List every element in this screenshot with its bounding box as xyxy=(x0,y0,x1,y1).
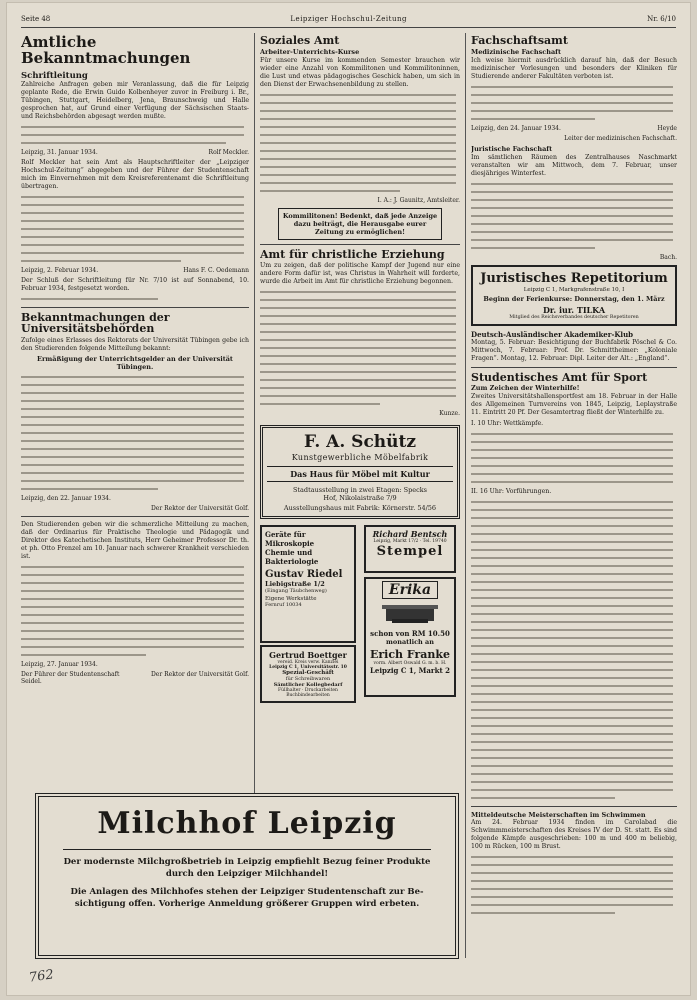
signature: Hans F. C. Oedemann xyxy=(183,266,249,274)
text-lines xyxy=(471,180,677,252)
subheading-akademiker-klub: Deutsch-Ausländischer Akademiker-Klub xyxy=(471,329,634,339)
section-rule xyxy=(21,307,249,308)
ad-schuetz xyxy=(260,425,460,519)
ad-repetitorium xyxy=(471,265,677,326)
section-title-christlich: Amt für christliche Erziehung xyxy=(260,247,445,261)
ad-riedel-name: Gustav Riedel xyxy=(265,569,343,581)
ad-boettger-line-4: für Schreibwaren xyxy=(285,676,331,683)
ad-milchhof-line-1: Der modernste Milchgroßbetrieb in Leipzig empfiehlt Bezug feiner Produkte xyxy=(63,857,431,867)
ad-schuetz-trade: Kunstgewerbliche Möbelfabrik xyxy=(291,453,429,463)
section-title-sport: Studentisches Amt für Sport xyxy=(471,370,648,384)
ad-franke-firm: vorm. Albert Oswald G. m. b. H. xyxy=(373,661,447,667)
ad-riedel-note: (Eingang Täubchenweg) xyxy=(265,588,327,595)
ad-repetitorium-title: Juristisches Repetitorium xyxy=(480,270,668,286)
sport-part-2: II. 16 Uhr: Vorführungen. xyxy=(471,488,552,496)
text-lines xyxy=(21,295,249,303)
typewriter-illustration xyxy=(380,601,440,625)
ad-riedel-phone: Fernruf 10034 xyxy=(265,602,302,609)
masthead-title: Leipziger Hochschul-Zeitung xyxy=(290,15,407,23)
ad-boettger-line-6: Füllhalter · Druckarbeiten xyxy=(278,688,338,694)
right-column xyxy=(471,35,677,959)
signature: Kunze. xyxy=(439,410,460,418)
section-rule xyxy=(471,367,677,368)
signature-line xyxy=(260,410,460,417)
ad-milchhof-title: Milchhof Leipzig xyxy=(97,806,397,841)
ad-bentsch-name: Richard Bentsch xyxy=(372,529,448,540)
date: Leipzig, 31. Januar 1934. xyxy=(21,148,98,156)
sport-part-1: I. 10 Uhr: Wettkämpfe. xyxy=(471,420,544,428)
ad-boettger-line-2: Leipzig C 1, Universitätsstr. 10 xyxy=(269,665,347,671)
ad-repetitorium-address: Leipzig C 1, Markgrafenstraße 10, I xyxy=(523,286,625,293)
issue-number: Nr. 6/10 xyxy=(647,15,676,23)
ad-milchhof xyxy=(35,793,459,959)
ad-franke-name: Erich Franke xyxy=(369,648,451,662)
paragraph-uni-intro: Zufolge eines Erlasses des Rektorats der Universität Tübingen gebe ich den Studierenden folgende Mitteilung bekannt: xyxy=(21,336,249,352)
paragraph-schriftleitung-3: Der Schluß der Schriftleitung für Nr. 7/10 ist auf Sonnabend, 10. Februar 1934, festgesetzt worden. xyxy=(21,276,249,292)
paragraph-sport: Zweites Universitätshallensportfest am 18. Februar in der Halle des Allgemeinen Turnvereins von 1845, Leipzig, Leplaystraße 11. Eintritt 20 Pf. Der Gesamtertrag fließt der Winterhilfe zu. xyxy=(471,393,677,417)
page-number: Seite 48 xyxy=(21,15,51,23)
section-title-soziales: Soziales Amt xyxy=(260,35,340,47)
paragraph-uni-notice: Den Studierenden geben wir die schmerzliche Mitteilung zu machen, daß der Ordinarius für Praktische Theologie und Pädagogik und Direktor des Katechetischen Instituts, Herr Geheimer Professor Dr. th. et ph. Otto Frenzel am 10. Januar nach schwerer Krankheit verschieden ist. xyxy=(21,520,249,560)
left-column xyxy=(21,35,249,793)
text-lines xyxy=(260,288,460,408)
notice-box: Kommilitonen! Bedenkt, daß jede Anzeige dazu beiträgt, die Herausgabe eurer Zeitung zu ermöglichen! xyxy=(278,208,442,240)
middle-column xyxy=(260,35,460,785)
text-lines xyxy=(21,193,249,265)
ad-erika-price: schon von RM 10.50 xyxy=(370,629,450,639)
signature-line xyxy=(471,125,677,132)
paragraph-schriftleitung-2: Rolf Meckler hat sein Amt als Hauptschriftleiter der „Leipziger Hochschul-Zeitung“ abgegeben und der Führer der Studentenschaft mich im Einvernehmen mit dem Kreisreferentenamt die Schriftleitung übertragen. xyxy=(21,158,249,190)
subheading-winterhilfe: Zum Zeichen der Winterhilfe! xyxy=(471,384,580,393)
ad-boettger-line-7: Buchbindearbeiten xyxy=(286,693,330,699)
ad-bentsch-item: Stempel xyxy=(376,544,444,560)
section-title-amtliche: Amtliche Bekanntmachungen xyxy=(21,35,191,67)
date: Leipzig, den 22. Januar 1934. xyxy=(21,494,111,502)
ad-repetitorium-begin: Beginn der Ferienkurse: Donnerstag, den 1. März xyxy=(483,294,665,303)
text-lines xyxy=(21,373,249,493)
ad-repetitorium-name: Dr. iur. TILKA xyxy=(542,304,606,315)
section-rule xyxy=(21,516,249,517)
ad-repetitorium-role: Mitglied des Reichsverbandes deutscher Repetitoren xyxy=(509,314,639,320)
ad-schuetz-address-2: Ausstellungshaus mit Fabrik: Körnerstr. 54/56 xyxy=(283,504,437,513)
subheading-jura: Juristische Fachschaft xyxy=(471,144,553,153)
ad-grid xyxy=(260,525,460,697)
ad-erika-brand: Erika xyxy=(382,581,438,599)
signature-line xyxy=(21,495,249,502)
ad-erika xyxy=(364,577,456,697)
subheading-ermaessigung: Ermäßigung der Unterrichtsgelder an der Universität Tübingen. xyxy=(37,354,233,371)
ad-erika-rate: monatlich an xyxy=(386,638,434,647)
paragraph-medizin: Ich weise hiermit ausdrücklich darauf hin, daß der Besuch medizinischer Vorlesungen und besonders der Kliniken für Studierende anderer Fakultäten verboten ist. xyxy=(471,56,677,80)
ad-riedel-line-1: Geräte für xyxy=(265,530,306,540)
paragraph-schriftleitung-1: Zahlreiche Anfragen geben mir Veranlassung, daß die für Leipzig geplante Rede, die Erwin Guido Kolbenheyer zuvor in Freiburg i. Br., Tübingen, Stuttgart, Heidelberg, Jena, Braunschweig und Halle gesprochen hat, auf Grund einer Verfügung der Sächsischen Staats- und Reichsbehörden abgesagt werden mußte. xyxy=(21,80,249,120)
ad-boettger-line-3: Spezial-Geschäft xyxy=(282,670,334,677)
newspaper-page xyxy=(7,3,690,995)
signature-line xyxy=(21,267,249,274)
date: Leipzig, 27. Januar 1934. xyxy=(21,660,98,668)
ad-boettger-name: Gertrud Boettger xyxy=(269,650,347,661)
text-lines xyxy=(21,123,249,147)
ad-franke-address: Leipzig C 1, Markt 2 xyxy=(369,666,450,676)
section-rule xyxy=(471,806,677,807)
paragraph-soziales: Für unsere Kurse im kommenden Semester brauchen wir wieder eine Anzahl von Kommilitonen und Kommilitoninnen, die Lust und etwas pädagogisches Geschick haben, um sich in den Dienst der Erwachsenenbildung zu stellen. xyxy=(260,56,460,88)
date: Leipzig, 2. Februar 1934. xyxy=(21,266,99,274)
signature: Der Rektor der Universität Golf. xyxy=(151,504,249,512)
text-lines xyxy=(471,430,677,486)
subheading-schwimmen: Mitteldeutsche Meisterschaften im Schwimmen xyxy=(471,811,646,820)
text-lines xyxy=(471,853,677,917)
paragraph-christlich: Um zu zeigen, daß der politische Kampf der Jugend nur eine andere Form dafür ist, was Christus in Wahrheit will forderte, wurde die Arbeit im Amt für christliche Erziehung begonnen. xyxy=(260,262,460,286)
paragraph-jura: Im sämtlichen Räumen des Zentralhauses Naschmarkt veranstalten wir am Mittwoch, dem 7. Februar, unser diesjähriges Winterfest. xyxy=(471,153,677,177)
ad-milchhof-line-3: Die Anlagen des Milchhofes stehen der Leipziger Studentenschaft zur Be- xyxy=(70,887,424,897)
ad-riedel-line-2: Mikroskopie xyxy=(265,539,315,549)
signature-line xyxy=(21,505,249,512)
signature: Heyde xyxy=(657,124,677,132)
text-lines xyxy=(21,563,249,659)
ad-milchhof-line-2: durch den Leipziger Milchhandel! xyxy=(165,869,329,879)
section-title-universitaet: Bekanntmachungen der Universitätsbehörden xyxy=(21,310,170,336)
signature-line xyxy=(260,197,460,204)
section-rule xyxy=(260,244,460,245)
date: Leipzig, den 24. Januar 1934. xyxy=(471,124,561,132)
signature-line xyxy=(471,254,677,261)
handwritten-margin-note: 762 xyxy=(28,967,55,986)
ad-boettger-line-1: vereid. Kreis verw. Kanzlei xyxy=(277,660,339,666)
signature-role: Leiter der medizinischen Fachschaft. xyxy=(564,134,677,142)
ad-schuetz-address-1: Stadtausstellung in zwei Etagen: Specks Hof, Nikolaistraße 7/9 xyxy=(292,486,428,503)
text-lines xyxy=(260,91,460,195)
ad-schuetz-name: F. A. Schütz xyxy=(303,432,417,453)
ad-schuetz-slogan: Das Haus für Möbel mit Kultur xyxy=(267,466,453,482)
paragraph-klub: Montag, 5. Februar: Besichtigung der Buchfabrik Pöschel & Co. Mittwoch, 7. Februar: Prof. Dr. Schmittheimer: „Koloniale Fragen“. Montag, 12. Februar: Dipl. Leiter der Alt.: „England“. xyxy=(471,338,677,362)
ad-bentsch xyxy=(364,525,456,573)
subheading-medizin: Medizinische Fachschaft xyxy=(471,47,561,56)
column-divider-right xyxy=(465,33,466,958)
text-lines xyxy=(471,83,677,123)
section-title-fachschaft: Fachschaftsamt xyxy=(471,35,568,47)
ad-riedel-line-4: Bakteriologie xyxy=(265,557,319,567)
text-lines xyxy=(471,498,677,802)
ad-milchhof-line-4: sichtigung offen. Vorherige Anmeldung größerer Gruppen wird erbeten. xyxy=(74,899,420,909)
ad-bentsch-address: Leipzig, Markt 17/2 · Tel. 19740 xyxy=(373,539,447,545)
signature-line xyxy=(21,149,249,156)
signature: I. A.: J. Gaunitz, Amtsleiter. xyxy=(377,196,460,204)
signature: Der Rektor der Universität Golf. xyxy=(151,670,249,678)
ad-riedel-address: Liebigstraße 1/2 xyxy=(265,580,325,589)
header-rule xyxy=(21,27,676,28)
subheading-kurse: Arbeiter-Unterrichts-Kurse xyxy=(260,47,360,56)
ad-riedel-workshop: Eigene Werkstätte xyxy=(265,596,317,603)
signature: Rolf Meckler. xyxy=(208,148,249,156)
signature: Der Führer der Studentenschaft Seidel. xyxy=(21,670,120,685)
running-header xyxy=(21,13,676,25)
paragraph-schwimmen: Am 24. Februar 1934 finden im Carolabad die Schwimmmeisterschaften des Kreises IV der D. St. statt. Es sind folgende Kämpfe ausgeschrieben: 100 m und 400 m beliebig, 100 m Rücken, 100 m Brust. xyxy=(471,819,677,851)
signature-line xyxy=(21,671,249,685)
subheading-schriftleitung: Schriftleitung xyxy=(21,70,88,81)
signature: Bach. xyxy=(659,253,677,261)
ad-riedel-line-3: Chemie und xyxy=(265,548,313,558)
column-divider-left xyxy=(254,33,255,793)
ad-milchhof-rule xyxy=(63,849,431,850)
ad-riedel xyxy=(260,525,356,643)
ad-boettger-line-5: Sämtlicher Kollegbedarf xyxy=(273,682,343,689)
signature-line xyxy=(21,661,249,668)
